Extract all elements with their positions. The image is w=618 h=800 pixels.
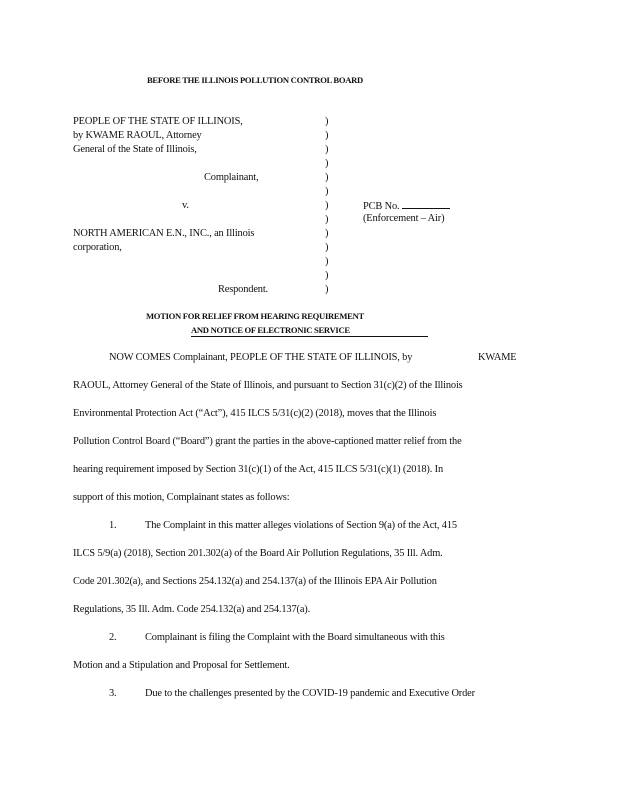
respondent-label: Respondent. [218, 284, 269, 295]
paren: ) [325, 130, 329, 141]
pcb-number-blank [402, 200, 450, 209]
paren: ) [325, 284, 329, 295]
paren: ) [325, 242, 329, 253]
paragraph-line: Motion and a Stipulation and Proposal for Settlement. [73, 660, 290, 671]
paragraph-first-line: Complainant is filing the Complaint with the Board simultaneous with this [145, 632, 445, 643]
intro-first-line: NOW COMES Complainant, PEOPLE OF THE STATE OF ILLINOIS, by [109, 352, 413, 363]
pcb-label: PCB No. [363, 201, 400, 212]
court-title: BEFORE THE ILLINOIS POLLUTION CONTROL BOARD [147, 75, 363, 85]
motion-title-line-1: MOTION FOR RELIEF FROM HEARING REQUIREMENT [146, 311, 364, 321]
paren: ) [325, 158, 329, 169]
complainant-line-3: General of the State of Illinois, [73, 144, 197, 155]
respondent-line-1: NORTH AMERICAN E.N., INC., an Illinois [73, 228, 255, 239]
paren: ) [325, 270, 329, 281]
paragraph-line: Regulations, 35 Ill. Adm. Code 254.132(a) and 254.137(a). [73, 604, 311, 615]
paren: ) [325, 200, 329, 211]
paren: ) [325, 256, 329, 267]
paren: ) [325, 144, 329, 155]
paren: ) [325, 228, 329, 239]
intro-line: RAOUL, Attorney General of the State of Illinois, and pursuant to Section 31(c)(2) of the Illinois [73, 380, 463, 391]
complainant-line-1: PEOPLE OF THE STATE OF ILLINOIS, [73, 116, 243, 127]
paragraph-number: 2. [109, 632, 117, 643]
pcb-number [363, 200, 450, 212]
caption-paren-column [325, 115, 328, 297]
respondent-line-2: corporation, [73, 242, 122, 253]
motion-title-line-2: AND NOTICE OF ELECTRONIC SERVICE [191, 325, 350, 335]
paragraph-line: Code 201.302(a), and Sections 254.132(a) and 254.137(a) of the Illinois EPA Air Pollution [73, 576, 437, 587]
intro-first-line-right: KWAME [478, 352, 517, 363]
complainant-line-2: by KWAME RAOUL, Attorney [73, 130, 202, 141]
paragraph-first-line: The Complaint in this matter alleges violations of Section 9(a) of the Act, 415 [145, 520, 457, 531]
intro-line: hearing requirement imposed by Section 31(c)(1) of the Act, 415 ILCS 5/31(c)(1) (2018). In [73, 464, 443, 475]
paragraph-first-line: Due to the challenges presented by the COVID-19 pandemic and Executive Order [145, 688, 475, 699]
paren: ) [325, 116, 329, 127]
enforcement-label: (Enforcement – Air) [363, 213, 445, 224]
intro-line: Environmental Protection Act (“Act”), 415 ILCS 5/31(c)(2) (2018), moves that the Illinois [73, 408, 437, 419]
motion-title-underline [191, 336, 428, 337]
paren: ) [325, 186, 329, 197]
complainant-label: Complainant, [204, 172, 259, 183]
intro-line: support of this motion, Complainant states as follows: [73, 492, 290, 503]
paragraph-line: ILCS 5/9(a) (2018), Section 201.302(a) of the Board Air Pollution Regulations, 35 Ill. Adm. [73, 548, 443, 559]
paragraph-number: 3. [109, 688, 117, 699]
paren: ) [325, 214, 329, 225]
paren: ) [325, 172, 329, 183]
paragraph-number: 1. [109, 520, 117, 531]
versus-label: v. [182, 200, 189, 211]
intro-line: Pollution Control Board (“Board”) grant the parties in the above-captioned matter relief from the [73, 436, 462, 447]
